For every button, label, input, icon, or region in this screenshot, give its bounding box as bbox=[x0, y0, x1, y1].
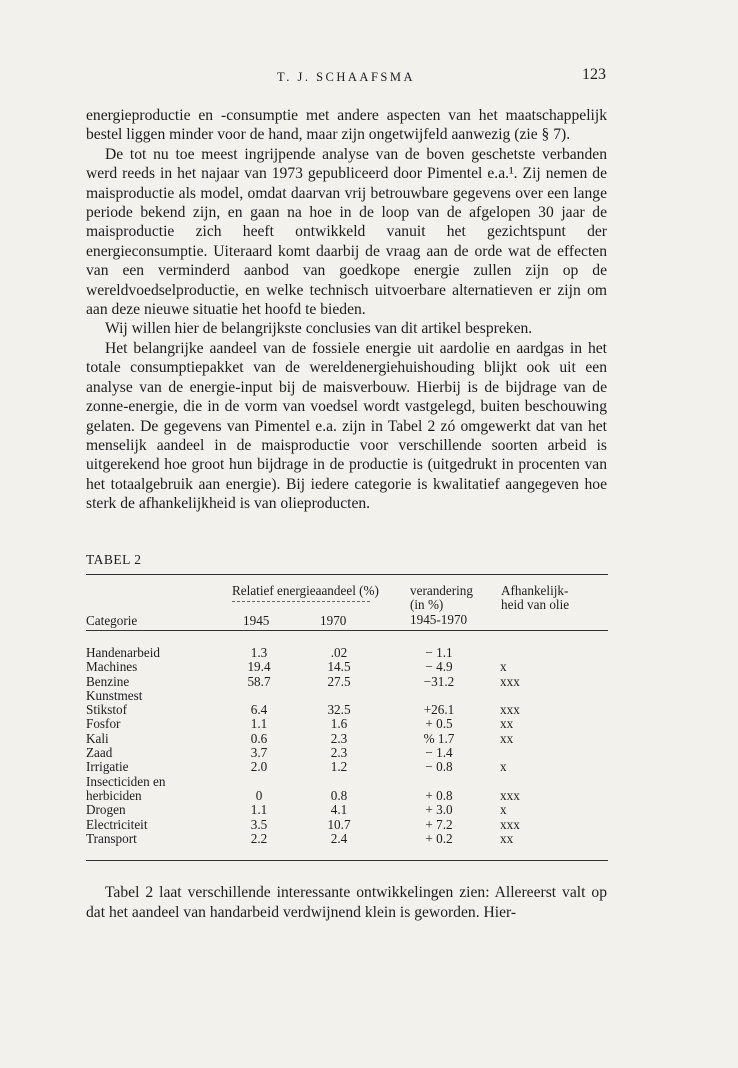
row-value-1945: 3.5 bbox=[250, 816, 268, 832]
body-text bbox=[86, 106, 607, 514]
row-category: Benzine bbox=[86, 673, 130, 689]
row-category: Machines bbox=[86, 659, 138, 675]
row-oil-dependency: xxx bbox=[500, 702, 520, 718]
table-row bbox=[86, 646, 608, 660]
paragraph: energieproductie en -consumptie met andere aspecten van het maatschappelijk bestel liggen minder voor de hand, maar zijn ongetwijfeld aanwezig (zie § 7). bbox=[86, 107, 607, 144]
header-change bbox=[410, 584, 473, 627]
paragraph: De tot nu toe meest ingrijpende analyse van de boven geschetste verbanden werd reeds in het najaar van 1973 gepubliceerd door Pimentel e.a.¹. Zij nemen de maisproductie als model, omdat daarvan vrij betrouwbare gegevens over een lange periode bekend zijn, en gaan na hoe in de loop van de afgelopen 30 jaar de maisproductie zich heeft ontwikkeld vanuit het gezichtspunt der energieconsumptie. Uiteraard komt daarbij de vraag aan de orde wat de effecten van een verminderd aanbod van goedkope energie zullen zijn op de wereldvoedselproductie, en welke technisch uitvoerbare alternatieven er zijn om aan deze nieuwe situatie het hoofd te bieden. bbox=[86, 145, 607, 319]
row-change: − 1.1 bbox=[425, 645, 453, 660]
row-category: Insecticiden en bbox=[86, 773, 166, 789]
header-oil-dependency bbox=[501, 584, 569, 613]
row-category: Stikstof bbox=[86, 702, 128, 718]
table-row bbox=[86, 803, 608, 817]
row-change: −31.2 bbox=[423, 673, 455, 689]
table-row bbox=[86, 760, 608, 774]
row-category: Transport bbox=[86, 830, 137, 846]
row-category: Zaad bbox=[86, 745, 113, 761]
table-row bbox=[86, 660, 608, 674]
row-value-1945: 1.3 bbox=[250, 645, 268, 660]
row-category: Electriciteit bbox=[86, 816, 148, 832]
table-row bbox=[86, 832, 608, 846]
row-value-1970: 2.3 bbox=[330, 745, 348, 761]
header-change-line1: verandering bbox=[410, 583, 473, 598]
row-value-1945: 3.7 bbox=[250, 745, 268, 761]
header-year-1945: 1945 bbox=[243, 613, 270, 628]
row-oil-dependency: xx bbox=[500, 716, 514, 732]
row-value-1970: 14.5 bbox=[327, 659, 351, 675]
row-change: +26.1 bbox=[423, 702, 455, 718]
row-change: + 0.2 bbox=[425, 830, 453, 846]
header-category: Categorie bbox=[86, 613, 138, 628]
row-value-1970: 2.4 bbox=[330, 830, 348, 846]
row-category: Fosfor bbox=[86, 716, 121, 732]
row-change: % 1.7 bbox=[423, 730, 455, 746]
row-value-1945: 19.4 bbox=[247, 659, 271, 675]
row-value-1945: 0.6 bbox=[250, 730, 268, 746]
table-row bbox=[86, 703, 608, 717]
row-oil-dependency: xx bbox=[500, 830, 514, 846]
header-year-1970: 1970 bbox=[320, 613, 347, 628]
row-value-1945: 6.4 bbox=[250, 702, 268, 718]
row-oil-dependency: xx bbox=[500, 730, 514, 746]
row-change: + 7.2 bbox=[425, 816, 453, 832]
row-value-1970: 10.7 bbox=[327, 816, 351, 832]
row-value-1945: 2.2 bbox=[250, 830, 268, 846]
paragraph: Het belangrijke aandeel van de fossiele energie uit aardolie en aardgas in het totale consumptiepakket van de wereldenergiehuishouding blijkt ook uit een analyse van de energie-input bij de maisverbouw. Hierbij is de bijdrage van de zonne-energie, die in de vorm van voedsel wordt vastgelegd, buiten beschouwing gelaten. De gegevens van Pimentel e.a. zijn in Tabel 2 zó omgewerkt dat van het menselijk aandeel in de maisproductie voor verschillende soorten arbeid is uitgerekend hoe groot hun bijdrage in de productie is (uitgedrukt in procenten van het totaalgebruik aan energie). Bij iedere categorie is kwalitatief aangegeven hoe sterk de afhankelijkheid is van olieproducten. bbox=[86, 339, 607, 513]
closing-text bbox=[86, 883, 607, 923]
row-value-1945: 2.0 bbox=[250, 759, 268, 775]
row-category: Drogen bbox=[86, 802, 126, 818]
header-dep-line2: heid van olie bbox=[501, 597, 570, 613]
header-spanner-rule bbox=[232, 601, 370, 602]
paragraph: Tabel 2 laat verschillende interessante ontwikkelingen zien: Allereerst valt op dat het aandeel van handarbeid verdwijnend klein is geworden. Hier- bbox=[86, 884, 607, 921]
running-title: T. J. SCHAAFSMA bbox=[277, 70, 415, 84]
row-value-1970: 1.6 bbox=[330, 716, 348, 732]
table-body bbox=[86, 646, 608, 846]
table-row bbox=[86, 789, 608, 803]
row-category: herbiciden bbox=[86, 787, 142, 803]
row-value-1945: 1.1 bbox=[250, 802, 268, 818]
row-oil-dependency: xxx bbox=[500, 673, 520, 689]
row-change: − 1.4 bbox=[425, 745, 453, 761]
page-number: 123 bbox=[582, 66, 606, 83]
row-value-1970: 32.5 bbox=[327, 702, 351, 718]
header-energy-share: Relatief energieaandeel (%) bbox=[232, 583, 379, 598]
row-change: − 0.8 bbox=[425, 759, 453, 775]
table-row bbox=[86, 775, 608, 789]
header-dep-line1: Afhankelijk- bbox=[501, 583, 569, 598]
row-change: + 0.8 bbox=[425, 787, 453, 803]
row-value-1970: .02 bbox=[330, 645, 348, 660]
row-value-1970: 2.3 bbox=[330, 730, 348, 746]
row-category: Kali bbox=[86, 730, 109, 746]
row-value-1945: 0 bbox=[255, 787, 263, 803]
paragraph: Wij willen hier de belangrijkste conclusies van dit artikel bespreken. bbox=[105, 320, 533, 338]
page-header bbox=[86, 66, 606, 90]
row-oil-dependency: x bbox=[500, 802, 507, 818]
row-change: − 4.9 bbox=[425, 659, 453, 675]
header-change-line2: (in %) bbox=[410, 597, 444, 613]
row-category: Kunstmest bbox=[86, 687, 143, 703]
table-bottom-rule bbox=[86, 860, 608, 861]
table-row bbox=[86, 746, 608, 760]
row-category: Irrigatie bbox=[86, 759, 129, 775]
table-top-rule bbox=[86, 574, 608, 575]
row-value-1970: 27.5 bbox=[327, 673, 351, 689]
row-oil-dependency: xxx bbox=[500, 816, 520, 832]
row-oil-dependency: x bbox=[500, 659, 507, 675]
row-value-1970: 4.1 bbox=[330, 802, 348, 818]
row-change: + 0.5 bbox=[425, 716, 453, 732]
table-header-rule bbox=[86, 630, 608, 631]
table-row bbox=[86, 689, 608, 703]
row-category: Handenarbeid bbox=[86, 645, 160, 660]
row-oil-dependency: x bbox=[500, 759, 507, 775]
header-change-line3: 1945-1970 bbox=[410, 611, 468, 627]
row-change: + 3.0 bbox=[425, 802, 453, 818]
row-value-1970: 0.8 bbox=[330, 787, 348, 803]
table-row bbox=[86, 732, 608, 746]
row-value-1945: 1.1 bbox=[250, 716, 268, 732]
row-value-1945: 58.7 bbox=[247, 673, 271, 689]
table-row bbox=[86, 717, 608, 731]
table-row bbox=[86, 675, 608, 689]
row-value-1970: 1.2 bbox=[330, 759, 348, 775]
table-caption: TABEL 2 bbox=[86, 552, 142, 567]
table-row bbox=[86, 818, 608, 832]
row-oil-dependency: xxx bbox=[500, 787, 520, 803]
